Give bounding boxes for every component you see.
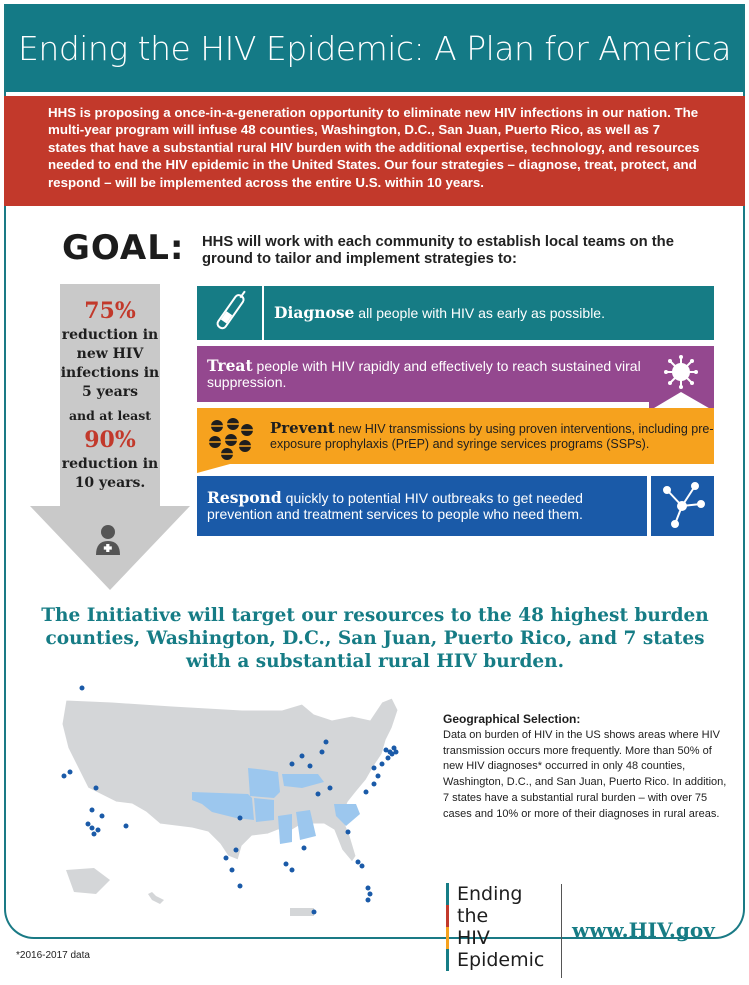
goal-pct-2: 90%	[84, 427, 136, 453]
strategy-text: quickly to potential HIV outbreaks to get needed prevention and treatment services to people who need them.	[207, 490, 583, 522]
puerto-rico	[290, 908, 314, 916]
alaska	[66, 868, 110, 894]
logo-divider	[561, 884, 562, 978]
us-map	[52, 680, 442, 920]
logo-word: Ending	[446, 883, 544, 905]
work-text: HHS will work with each community to establish local teams on the ground to tailor and implement strategies to:	[202, 234, 674, 267]
goal-text-2: reduction in 10 years.	[61, 456, 159, 491]
mississippi-state	[278, 814, 292, 844]
strategy-keyword: Respond	[207, 488, 282, 507]
hawaii	[148, 892, 164, 904]
goal-heading: GOAL:	[62, 228, 185, 268]
strategy-keyword: Treat	[207, 356, 253, 375]
strategy-treat	[197, 346, 649, 402]
website-link[interactable]: www.HIV.gov	[572, 918, 715, 942]
ending-epidemic-logo	[446, 883, 544, 971]
goal-and-at-least: and at least	[68, 408, 152, 423]
geo-text: Data on burden of HIV in the US shows areas where HIV transmission occurs more frequently. More than 50% of new HIV diagnoses* occurred in only 48 counties, Washington, D.C., and San Juan, Puerto Rico. In addition, 7 states have a substantial rural burden – with over 75 cases and 10% or more of their diagnoses in rural areas.	[443, 728, 727, 820]
strategy-keyword: Prevent	[270, 418, 335, 437]
strategy-prevent	[262, 408, 714, 464]
geo-heading: Geographical Selection:	[443, 712, 581, 726]
strategy-text: new HIV transmissions by using proven interventions, including pre-exposure prophylaxis (PrEP) and syringe services programs (SSPs).	[270, 421, 714, 451]
strategy-keyword: Diagnose	[274, 303, 355, 322]
initiative-statement: The Initiative will target our resources to the 48 highest burden counties, Washington, D.C., San Juan, Puerto Rico, and 7 states with a substantial rural HIV burden.	[41, 605, 709, 672]
person-icon	[95, 524, 121, 556]
arkansas-state	[254, 798, 274, 822]
footnote: *2016-2017 data	[16, 950, 90, 961]
strategy-respond	[197, 476, 647, 536]
logo-word: the	[446, 905, 544, 927]
intro-text: HHS is proposing a once-in-a-generation opportunity to eliminate new HIV infections in our nation. The multi-year program will infuse 48 counties, Washington, D.C., San Juan, Puerto Rico, as well as 7 states that have a substantial rural HIV burden with the additional expertise, technology, and resources needed to end the HIV epidemic in the United States. Our four strategies – diagnose, treat, protect, and respond – will be implemented across the entire U.S. within 10 years.	[4, 96, 745, 206]
strategy-text: all people with HIV as early as possible.	[354, 305, 605, 321]
logo-word: Epidemic	[446, 949, 544, 971]
virus-icon	[649, 346, 714, 411]
geo-selection	[443, 712, 733, 823]
test-swab-icon	[197, 286, 264, 340]
goal-text-1: reduction in new HIV infections in 5 years	[60, 327, 160, 400]
page-title: Ending the HIV Epidemic: A Plan for America	[18, 28, 731, 68]
pills-icon	[197, 408, 262, 473]
logo-word: HIV	[446, 927, 544, 949]
missouri-state	[248, 768, 280, 798]
goal-text	[58, 296, 162, 493]
goal-pct-1: 75%	[84, 298, 136, 324]
strategy-text: people with HIV rapidly and effectively to reach sustained viral suppression.	[207, 358, 641, 390]
network-icon	[649, 476, 714, 536]
strategy-diagnose	[264, 286, 714, 340]
